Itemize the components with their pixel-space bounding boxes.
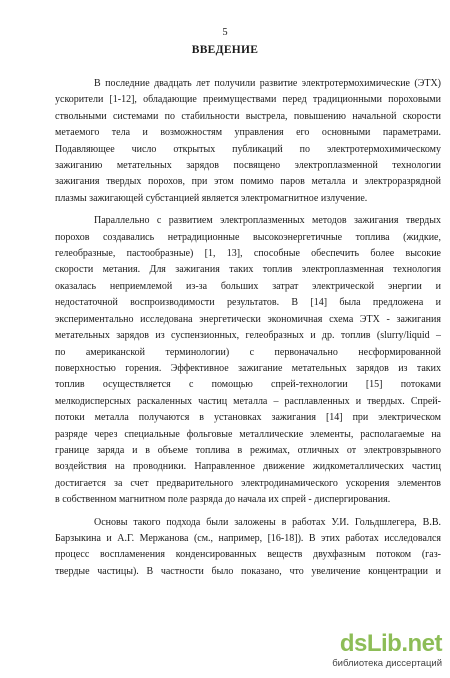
text-line: порохов создавались нетрадиционные высокоэнергетичные топлива (жидкие, <box>55 231 441 243</box>
text-line: в собственном магнитном поле разряда до начала их спрей - диспергирования. <box>55 494 391 506</box>
text-line: топлив осуществляется с помощью спрей-технологии [15] потоками <box>55 379 441 391</box>
text-line: В последние двадцать лет получили развитие электротермохимические (ЭТХ) <box>94 78 441 89</box>
text-line: ствольными системами по стабильности выстрела, повышению начальной скорости <box>55 110 441 122</box>
text-line: плазмы зажигающей субстанцией является электромагнитное излучение. <box>55 192 368 204</box>
page-number: 5 <box>222 27 228 38</box>
text-line: мелкодисперсных раскаленных частиц металла – расплавленных и твердых. Спрей- <box>55 395 441 407</box>
text-line: метаемого тела и возможностям управления его основными параметрами. <box>55 127 441 139</box>
body-text <box>55 76 441 586</box>
paragraph-2 <box>55 213 441 508</box>
watermark-caption: библиотека диссертаций <box>332 658 442 669</box>
text-line: достигается за счет предварительного электродинамического ускорения элементов <box>55 477 441 489</box>
text-line: скорости метания. Для зажигания таких топлив электроплазменная технология <box>55 264 441 276</box>
text-line: оказалась неприемлемой из-за больших затрат электрической энергии и <box>55 280 441 292</box>
watermark <box>332 630 442 674</box>
text-line: ускорители [1-12], обладающие преимуществами перед традиционными пороховыми <box>55 94 441 106</box>
text-line: Параллельно с развитием электроплазменных методов зажигания твердых <box>94 215 441 227</box>
paragraph-3 <box>55 515 441 581</box>
text-line: Основы такого подхода были заложены в работах У.И. Гольдшлегера, В.В. <box>94 516 441 528</box>
text-line: Подавляющее число открытых публикаций по электротермохимическому <box>55 143 441 155</box>
text-line: границе заряда и в объеме топлива в режимах, отличных от электровзрывного <box>55 444 441 456</box>
watermark-logo: dsLib.net <box>339 630 442 657</box>
text-line: экспериментально исследована энергетически экономичная схема ЭТХ - зажигания <box>55 313 441 325</box>
text-line: недостаточной воспроизводимости результатов. В [14] была предложена и <box>55 297 441 309</box>
text-line: разряде через специальные фольговые металлические элементы, располагаемые на <box>55 428 441 440</box>
text-line: воздействия на проводники. Направленное движение жидкометаллических частиц <box>55 461 441 473</box>
text-line: зажигания твердых порохов, при этом помимо паров металла и электроразрядной <box>55 176 441 188</box>
text-line: поверхностью горения. Эффективное зажигание метательных зарядов из таких <box>55 362 441 374</box>
section-heading: ВВЕДЕНИЕ <box>191 44 259 56</box>
text-line: потоки металла получаются в установках зажигания [14] при электрическом <box>55 412 441 424</box>
paragraph-1 <box>55 76 441 207</box>
text-line: гелеобразные, пастообразные) [1, 13], способные обеспечить более высокие <box>55 248 441 260</box>
text-line: Барзыкина и А.Г. Мержанова (см., например, [16-18]). В этих работах исследовался <box>55 532 441 544</box>
text-line: метательных зарядов из суспензионных, гелеобразных и др. топлив (slurry/liquid – <box>55 330 441 342</box>
text-line: процесс воспламенения конденсированных веществ двухфазным потоком (газ- <box>55 549 441 561</box>
text-line: по американской терминологии) с первоначально несформированной <box>55 346 441 358</box>
text-line: зажиганию метательных зарядов посвящено электроплазменной технологии <box>55 160 441 172</box>
text-line: твердые частицы). В частности было показано, что увеличение концентрации и <box>55 565 441 577</box>
